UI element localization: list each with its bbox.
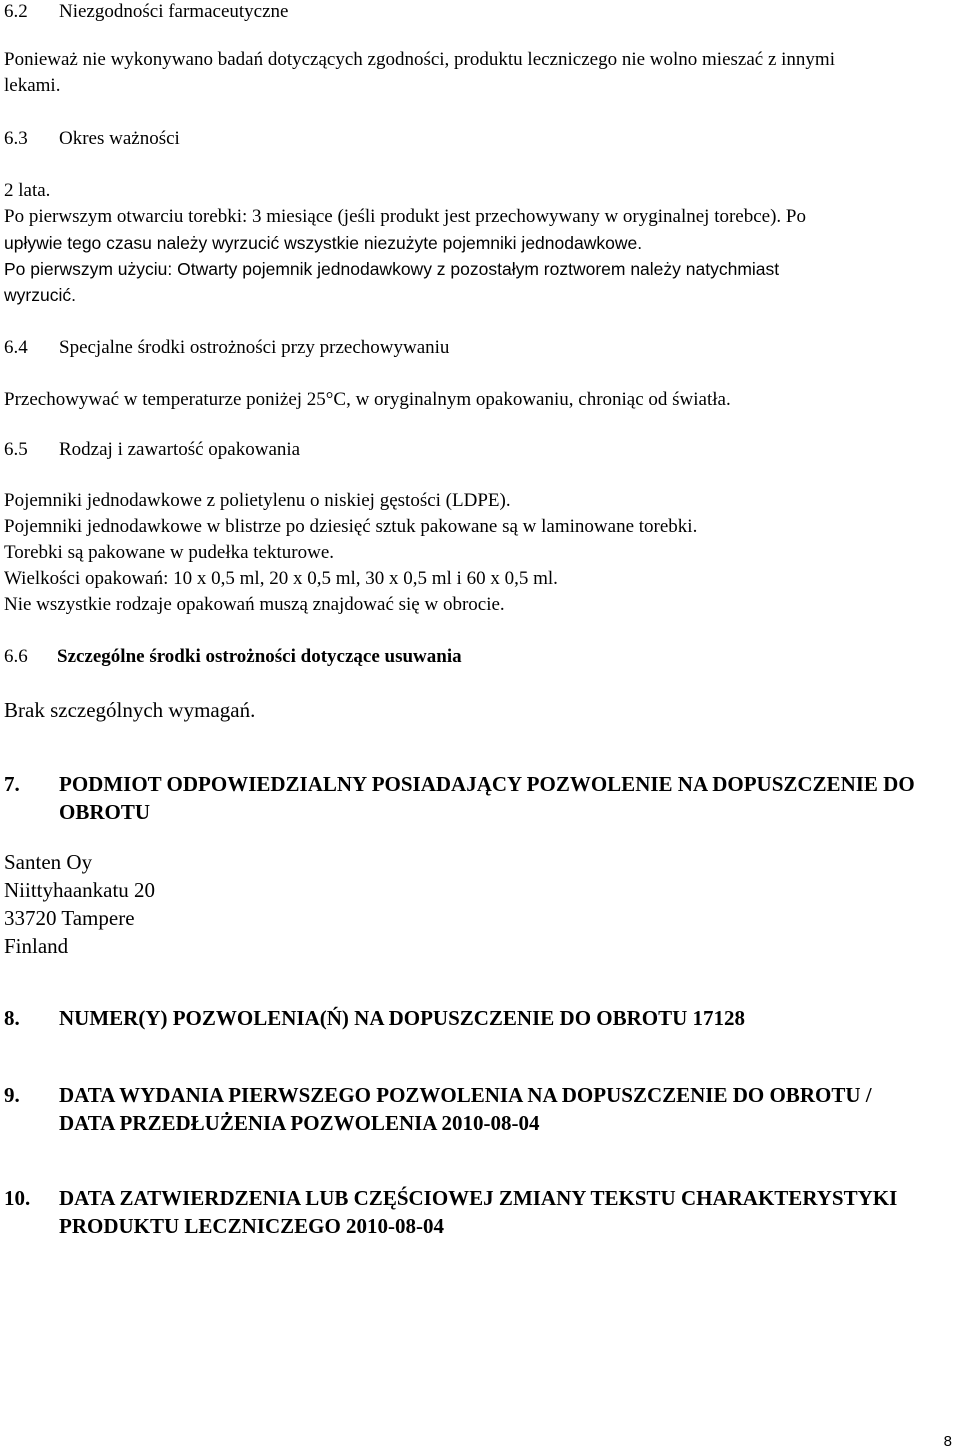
paragraph-line: upływie tego czasu należy wyrzucić wszystkie niezużyte pojemniki jednodawkowe.	[4, 233, 643, 253]
paragraph-line: 2 lata.	[4, 180, 51, 201]
title-line: DATA WYDANIA PIERWSZEGO POZWOLENIA NA DOPUSZCZENIE DO OBROTU /	[59, 1083, 872, 1107]
address-line: Niittyhaankatu 20	[4, 878, 156, 902]
title-line: OBROTU	[59, 800, 151, 824]
section-number: 8.	[4, 1006, 20, 1030]
address-line: Santen Oy	[4, 850, 93, 874]
section-number: 6.4	[4, 337, 28, 358]
paragraph-line: Nie wszystkie rodzaje opakowań muszą znajdować się w obrocie.	[4, 594, 505, 615]
address-line: 33720 Tampere	[4, 906, 135, 930]
paragraph-line: Po pierwszym użyciu: Otwarty pojemnik jednodawkowy z pozostałym roztworem należy natychmiast	[4, 259, 780, 279]
title-line: PRODUKTU LECZNICZEGO 2010-08-04	[59, 1214, 445, 1238]
section-number: 6.2	[4, 1, 28, 22]
paragraph-line: Pojemniki jednodawkowe z polietylenu o niskiej gęstości (LDPE).	[4, 490, 511, 511]
section-6-5-body	[4, 488, 697, 618]
section-title: Niezgodności farmaceutyczne	[59, 1, 289, 22]
title-line: PODMIOT ODPOWIEDZIALNY POSIADAJĄCY POZWOLENIE NA DOPUSZCZENIE DO	[59, 772, 915, 796]
section-title: Okres ważności	[59, 128, 180, 149]
section-6-2-body	[4, 47, 835, 99]
holder-address	[4, 848, 155, 960]
section-number: 10.	[4, 1186, 31, 1210]
section-title	[59, 1184, 897, 1240]
section-title: Szczególne środki ostrożności dotyczące usuwania	[57, 646, 462, 667]
section-title	[59, 1081, 872, 1137]
title-line: DATA PRZEDŁUŻENIA POZWOLENIA 2010-08-04	[59, 1111, 540, 1135]
section-number: 6.6	[4, 646, 28, 667]
section-6-4-body	[4, 387, 731, 413]
paragraph-line: Torebki są pakowane w pudełka tekturowe.	[4, 542, 335, 563]
section-6-6-body	[4, 696, 255, 724]
section-number: 6.3	[4, 128, 28, 149]
paragraph-line: lekami.	[4, 75, 61, 96]
section-title	[59, 770, 915, 826]
section-title: Rodzaj i zawartość opakowania	[59, 439, 301, 460]
section-number: 9.	[4, 1083, 20, 1107]
paragraph-line: Brak szczególnych wymagań.	[4, 698, 256, 722]
title-line: DATA ZATWIERDZENIA LUB CZĘŚCIOWEJ ZMIANY TEKSTU CHARAKTERYSTYKI	[59, 1186, 898, 1210]
section-title: Specjalne środki ostrożności przy przechowywaniu	[59, 337, 450, 358]
section-6-3-body	[4, 178, 806, 308]
page-number: 8	[943, 1433, 952, 1450]
paragraph-line: Pojemniki jednodawkowe w blistrze po dziesięć sztuk pakowane są w laminowane torebki.	[4, 516, 698, 537]
section-number: 6.5	[4, 439, 28, 460]
paragraph-line: wyrzucić.	[4, 285, 76, 305]
paragraph-line: Przechowywać w temperaturze poniżej 25°C, w oryginalnym opakowaniu, chroniąc od światła.	[4, 389, 731, 410]
paragraph-line: Ponieważ nie wykonywano badań dotyczących zgodności, produktu leczniczego nie wolno mieszać z innymi	[4, 49, 835, 70]
paragraph-line: Po pierwszym otwarciu torebki: 3 miesiące (jeśli produkt jest przechowywany w oryginalnej torebce). Po	[4, 206, 806, 227]
section-number: 7.	[4, 772, 20, 796]
paragraph-line: Wielkości opakowań: 10 x 0,5 ml, 20 x 0,5 ml, 30 x 0,5 ml i 60 x 0,5 ml.	[4, 568, 558, 589]
section-title: NUMER(Y) POZWOLENIA(Ń) NA DOPUSZCZENIE DO OBROTU 17128	[59, 1006, 746, 1030]
address-line: Finland	[4, 934, 69, 958]
